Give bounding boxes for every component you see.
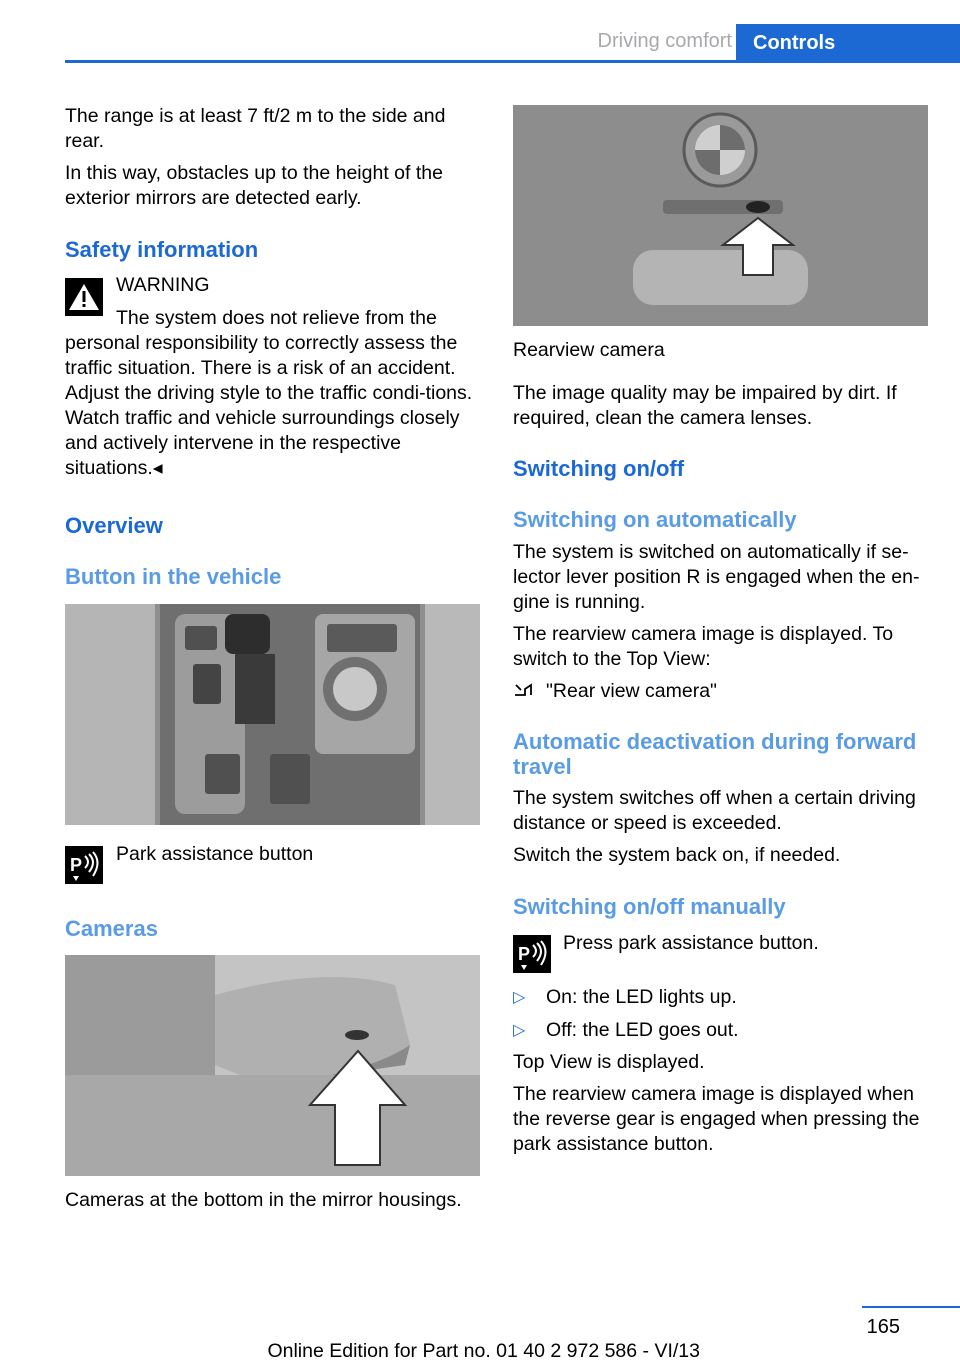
auto-off-paragraph: The system switches off when a certain driving distance or speed is exceeded. <box>513 787 916 834</box>
auto-off-heading: Automatic deactivation during forward travel <box>513 729 917 779</box>
cameras-caption: Cameras at the bottom in the mirror housings. <box>65 1189 462 1211</box>
footer-edition: Online Edition for Part no. 01 40 2 972 586 - VI/13 <box>267 1340 700 1362</box>
mirror-camera-photo <box>65 955 480 1176</box>
range-paragraph: The range is at least 7 ft/2 m to the side and rear. <box>65 105 446 152</box>
button-in-vehicle-heading: Button in the vehicle <box>65 564 282 589</box>
park-assist-icon <box>65 846 103 884</box>
cameras-heading: Cameras <box>65 916 158 941</box>
quality-paragraph: The image quality may be impaired by dirt. If required, clean the camera lenses. <box>513 382 897 429</box>
auto-on-paragraph: The system is switched on automatically if se‐lector lever position R is engaged when the en‐gine is running. <box>513 541 920 613</box>
warning-title: WARNING <box>116 274 210 296</box>
warning-text: personal responsibility to correctly assess the traffic situation. There is a risk of an accident. Adjust the driving style to the traffic condi‐tions. Watch traffic and vehicle surroundings closely and actively intervene in the respective situations.◂ <box>65 332 473 479</box>
header-section-title: Driving comfort <box>597 30 732 52</box>
bullet-triangle-icon: ▷ <box>513 989 526 1006</box>
final-paragraph: The rearview camera image is displayed when the reverse gear is engaged when pressing the park assistance button. <box>513 1083 920 1155</box>
overview-heading: Overview <box>65 513 163 538</box>
warning-first-line: The system does not relieve from the <box>116 307 437 329</box>
footer-rule <box>862 1306 960 1308</box>
park-button-caption: Park assistance button <box>116 843 314 865</box>
switch-back-paragraph: Switch the system back on, if needed. <box>513 844 841 866</box>
safety-heading: Safety information <box>65 237 259 262</box>
manual-heading: Switching on/off manually <box>513 894 786 919</box>
switching-heading: Switching on/off <box>513 456 685 481</box>
camera-icon <box>513 681 539 701</box>
page-number: 165 <box>866 1316 900 1338</box>
center-console-photo <box>65 604 480 825</box>
warning-icon <box>65 278 103 316</box>
rearview-camera-photo <box>513 105 928 326</box>
header-chapter-tab: Controls <box>736 24 960 62</box>
header-rule <box>65 60 960 63</box>
obstacles-paragraph: In this way, obstacles up to the height of the exterior mirrors are detected early. <box>65 162 443 209</box>
park-assist-icon <box>513 935 551 973</box>
list-item <box>513 1018 933 1043</box>
top-view-paragraph: The rearview camera image is displayed. To switch to the Top View: <box>513 623 894 670</box>
led-bullet-list <box>513 985 933 1043</box>
rear-view-camera-menu-label: "Rear view camera" <box>546 680 717 702</box>
bullet-text: On: the LED lights up. <box>546 986 737 1008</box>
bullet-text: Off: the LED goes out. <box>546 1019 739 1041</box>
rearview-caption: Rearview camera <box>513 339 665 361</box>
auto-on-heading: Switching on automatically <box>513 507 797 532</box>
bullet-triangle-icon: ▷ <box>513 1022 526 1039</box>
list-item <box>513 985 933 1010</box>
svg-text:P: P <box>518 944 531 964</box>
press-button-text: Press park assistance button. <box>563 932 819 954</box>
top-view-displayed-paragraph: Top View is displayed. <box>513 1051 705 1073</box>
svg-text:P: P <box>70 855 83 875</box>
